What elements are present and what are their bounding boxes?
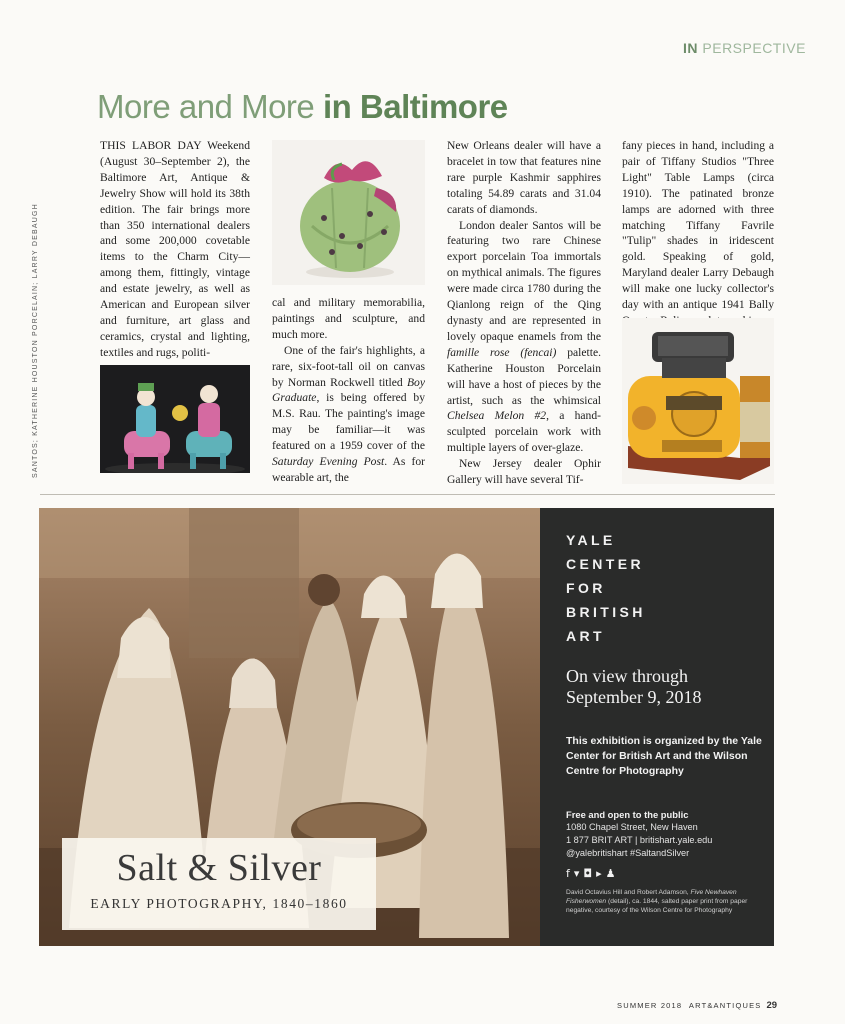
social-icons [566,867,620,880]
toa-immortals-figures [100,365,250,473]
section-label [683,40,806,56]
col2-magazine-title: Saturday Evening Post [272,455,385,469]
section-name: PERSPECTIVE [702,40,806,56]
photo-credit: SANTOS; KATHERINE HOUSTON PORCELAIN; LARRY DEBAUGH [32,203,39,478]
col1-paragraph: THIS LABOR DAY Weekend (August 30–September 2), the Baltimore Art, Antique & Jewelry Show will hold its 38th edition. The fair brings more than 350 international dealers and some 200,000 covetable items to the Charm City—among them, fittingly, vintage and estate jewelry, as well as American and European silver and furniture, art glass and ceramics, crystal and lighting, textiles and rugs, politi- [100,139,250,359]
col4-paragraph: fany pieces in hand, including a pair of Tiffany Studios "Three Light" Table Lamps (circa 1910). The patinated bronze lamps are adorned with three matching Tiffany Favrile "Tulip" shades in iridescent gold. Speaking of gold, Maryland dealer Larry Debaugh will make one lucky collector's day with an antique 1941 Bally [622,139,774,312]
col3-paragraph-1: New Orleans dealer will have a bracelet in tow that features nine rare purple Kashmir sapphires totaling 54.89 carats and 31.04 carats of diamonds. [447,139,601,216]
page-number: 29 [766,1000,778,1011]
twitter-icon: ▾ [573,867,584,880]
social-handle-text: @yalebritishart #SaltandSilver [566,848,690,858]
organized-by-text: This exhibition is organized by the Yale Center for British Art and the Wilson Centre for Photography [566,735,762,777]
caption-title: Five Newhaven Fisherwomen [566,889,737,905]
exhibition-title: Salt & Silver [116,847,322,889]
col3-artwork-title: Chelsea Melon #2 [447,409,547,423]
col3-text-a: London dealer Santos will be featuring two rare Chinese export porcelain Toa immortals on mythical animals. The figures were made circa 1780 during the Qianlong reign of the Qing dynasty and are represented in lovely opaque enamels from the [447,218,601,343]
institution-line-5: ART [566,628,605,644]
ad-title-box [62,838,376,930]
on-view-line-2: September 9, 2018 [566,687,702,707]
col3-text-b: palette. Katherine Houston Porcelain will have a host of pieces by the artist, such as the whimsical [447,345,601,407]
address-text: 1080 Chapel Street, New Haven [566,822,698,832]
headline-part2: in Baltimore [322,88,508,125]
col2-text-b: , is being offered by M.S. Rau. The painting's image may be familiar—it was featured on a 1959 cover of the [272,391,425,453]
institution-line-4: BRITISH [566,604,646,620]
article-column-2 [272,295,425,485]
toa-immortals-photo [100,365,250,473]
article-column-3 [447,138,601,487]
article-column-1 [100,138,250,358]
col2-text-a: One of the fair's highlights, a rare, six-foot-tall oil on canvas by Norman Rockwell titled [272,343,425,389]
col3-paragraph-2 [447,218,601,457]
facebook-icon: f [566,867,574,880]
slot-machine-image [622,318,774,484]
caption-rest: (detail), ca. 1844, salted paper print from paper negative, courtesy of the Wilson Centre for Photography [566,898,748,914]
institution-line-3: FOR [566,580,606,596]
chelsea-melon-photo [272,140,425,285]
section-prefix: IN [683,40,698,56]
col2-painting-title: Boy Graduate [272,375,425,405]
instagram-icon: ◘ [583,867,597,880]
photo-caption [566,888,771,915]
article-headline [97,88,508,126]
col2-paragraph-1: cal and military memorabilia, paintings and sculpture, and much more. [272,296,425,341]
slot-machine-photo [622,318,774,484]
snapchat-icon: ♟ [605,867,620,880]
page-footer [617,1000,777,1011]
col3-paragraph-3: New Jersey dealer Ophir Gallery will have several Tif- [447,457,601,487]
headline-part1: More and More [97,88,323,125]
exhibition-subtitle: EARLY PHOTOGRAPHY, 1840–1860 [90,896,348,911]
col3-text-c: , a hand-sculpted porcelain work with multiple layers of over-glaze. [447,409,601,455]
on-view-dates [566,666,701,708]
caption-artist: David Octavius Hill and Robert Adamson, [566,889,689,896]
section-divider [40,494,775,495]
col2-paragraph-2 [272,343,425,486]
visitor-info [566,808,766,860]
youtube-icon: ▸ [596,867,606,880]
footer-magazine: ART&ANTIQUES [688,1001,762,1010]
col2-text-c: . As for wearable art, the [272,455,425,484]
ad-info-panel [540,508,774,946]
chelsea-melon-sculpture [272,140,425,285]
institution-line-1: YALE [566,532,616,548]
footer-issue: SUMMER 2018 [617,1001,683,1010]
institution-line-2: CENTER [566,556,644,572]
col3-palette-name: famille rose (fencai) [447,345,557,359]
on-view-line-1: On view through [566,666,688,686]
phone-website-text: 1 877 BRIT ART | britishart.yale.edu [566,835,713,845]
article-column-4 [622,138,774,313]
free-admission-text: Free and open to the public [566,809,689,820]
